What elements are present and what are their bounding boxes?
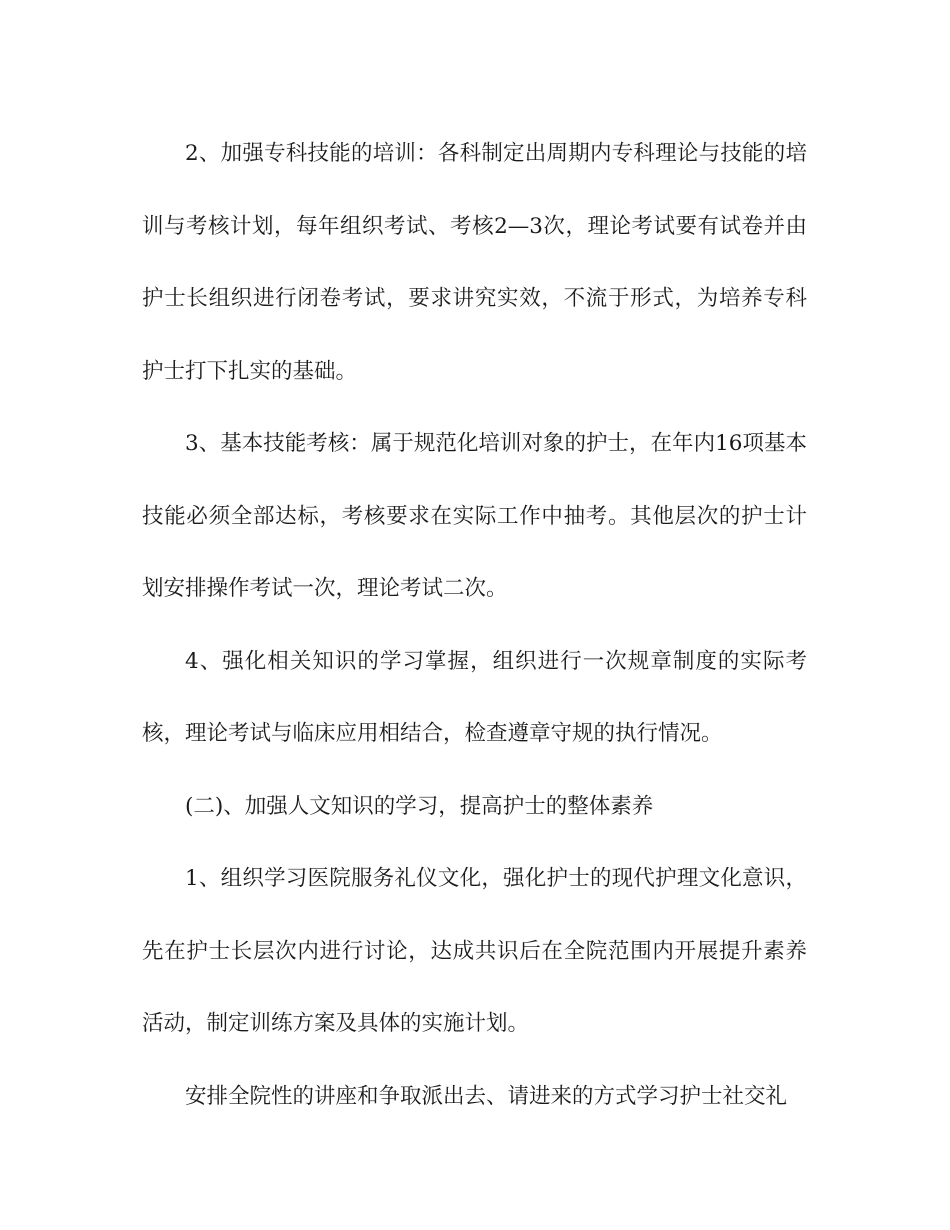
section-heading-humanities: (二)、加强人文知识的学习，提高护士的整体素养 [185, 793, 654, 819]
paragraph-service-etiquette: 1、组织学习医院服务礼仪文化，强化护士的现代护理文化意识，先在护士长层次内进行讨论，达成共识后在全院范围内开展提升素养活动，制定训练方案及具体的实施计划。 [142, 866, 807, 1036]
paragraph-specialty-skills-training: 2、加强专科技能的培训：各科制定出周期内专科理论与技能的培训与考核计划，每年组织考试、考核2—3次，理论考试要有试卷并由护士长组织进行闭卷考试，要求讲究实效，不流于形式，为培养专科护士打下扎实的基础。 [142, 141, 807, 384]
paragraph-lectures: 安排全院性的讲座和争取派出去、请进来的方式学习护士社交礼 [185, 1083, 788, 1109]
paragraph-related-knowledge: 4、强化相关知识的学习掌握，组织进行一次规章制度的实际考核，理论考试与临床应用相结合，检查遵章守规的执行情况。 [142, 648, 807, 746]
paragraph-basic-skills-assessment: 3、基本技能考核：属于规范化培训对象的护士，在年内16项基本技能必须全部达标，考核要求在实际工作中抽考。其他层次的护士计划安排操作考试一次，理论考试二次。 [142, 431, 807, 601]
document-body [142, 118, 807, 1133]
